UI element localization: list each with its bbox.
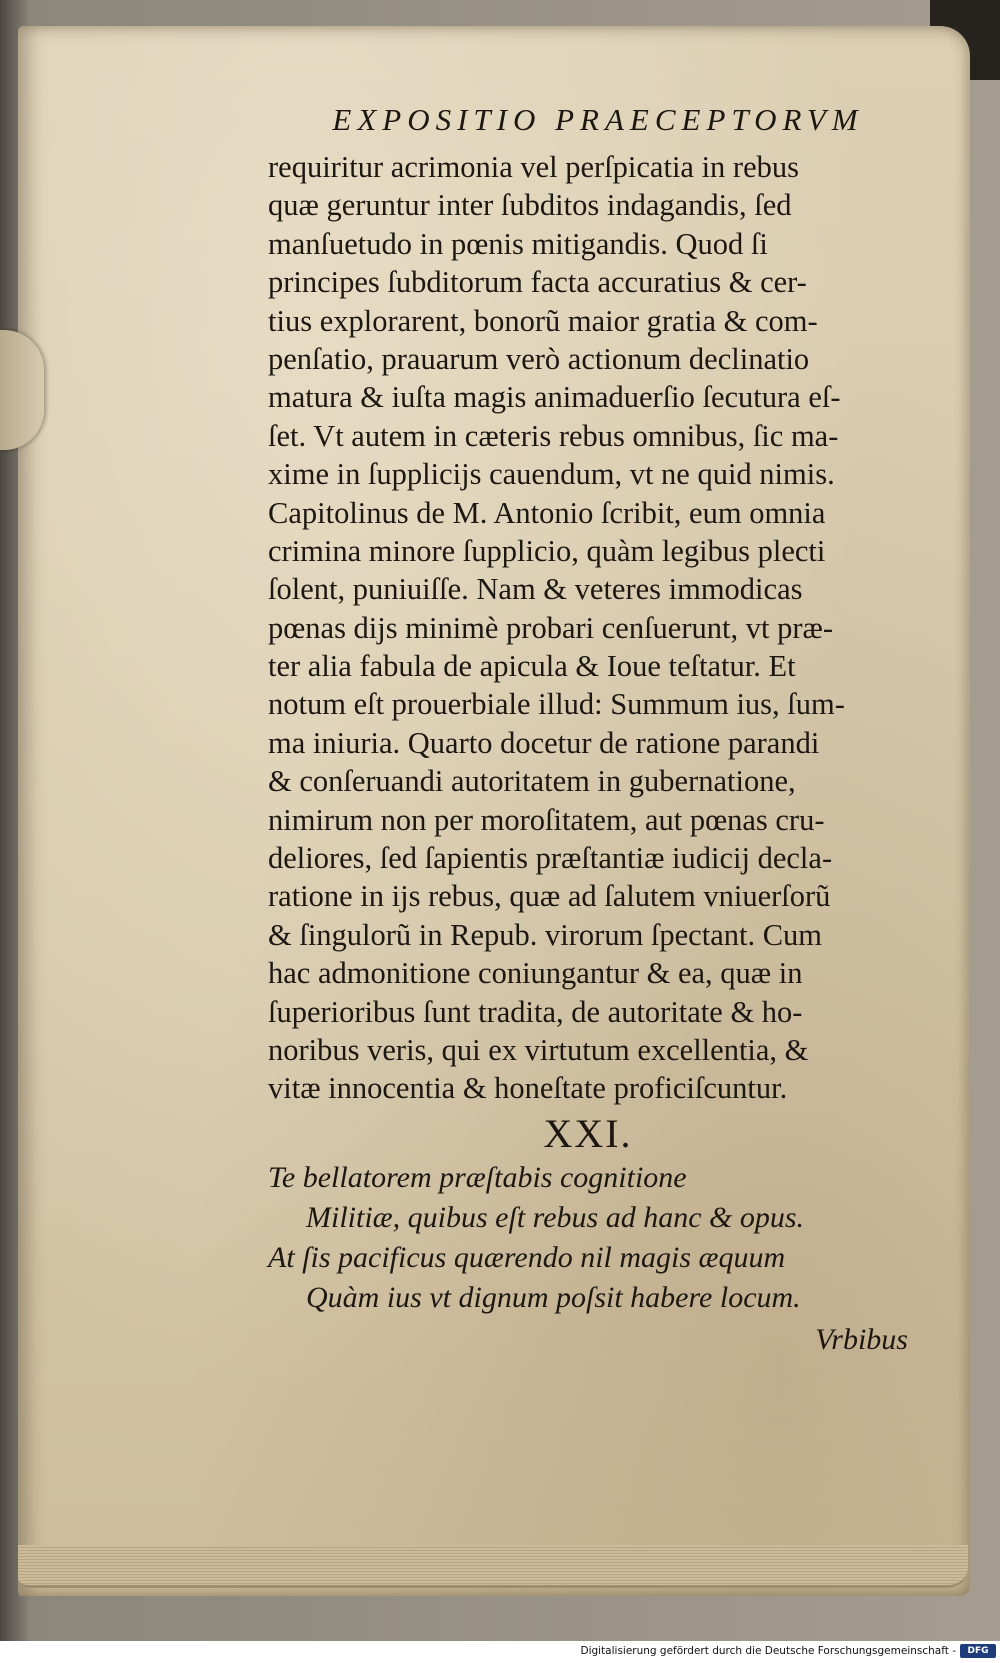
text-line: notum eſt prouerbiale illud: Summum ius, ſum- [268,687,845,722]
verse-line: Te bellatorem præſtabis cognitione [268,1160,687,1194]
catchword: Vrbibus [815,1322,908,1356]
funding-credit: Digitalisierung gefördert durch die Deutsche Forschungsgemeinschaft - [580,1645,956,1657]
text-line: nimirum non per moroſitatem, aut pœnas cru- [268,802,825,837]
running-title: EXPOSITIO PRAECEPTORVM [332,102,864,137]
text-line: vitæ innocentia & honeſtate proficiſcuntur. [268,1071,788,1106]
verse-line: Quàm ius vt dignum poſsit habere locum. [306,1280,801,1314]
text-line: requiritur acrimonia vel perſpicatia in rebus [268,150,799,184]
text-line: noribus veris, qui ex virtutum excellentia, & [268,1032,809,1067]
text-line: ſuperioribus ſunt tradita, de autoritate & ho- [268,994,803,1029]
section-number: XXI. [543,1110,633,1156]
page-edges [18,1545,968,1588]
text-line: & ſingulorũ in Repub. virorum ſpectant. Cum [268,917,823,952]
text-line: crimina minore ſupplicio, quàm legibus plecti [268,533,826,568]
text-line: xime in ſupplicijs cauendum, vt ne quid nimis. [268,457,835,492]
dfg-logo: DFG [960,1644,996,1658]
text-line: & conſeruandi autoritatem in gubernatione, [268,764,796,799]
text-line: ma iniuria. Quarto docetur de ratione parandi [268,725,820,760]
text-line: ſolent, puniuiſſe. Nam & veteres immodicas [268,572,803,607]
verse-line: Militiæ, quibus eſt rebus ad hanc & opus. [306,1200,805,1234]
text-line: quæ geruntur inter ſubditos indagandis, ſed [268,188,792,223]
text-line: Capitolinus de M. Antonio ſcribit, eum omnia [268,495,826,530]
verse-block [268,1158,908,1318]
text-line: pœnas dijs minimè probari cenſuerunt, vt præ- [268,610,833,645]
text-line: deliores, ſed ſapientis præſtantiæ iudicij decla- [268,841,833,876]
text-line: ſet. Vt autem in cæteris rebus omnibus, ſic ma- [268,418,839,453]
text-line: penſatio, prauarum verò actionum declinatio [268,341,810,376]
body-text [268,148,908,1108]
verse-line: At ſis pacificus quærendo nil magis æquum [268,1240,786,1274]
text-line: manſuetudo in pœnis mitigandis. Quod ſi [268,226,768,261]
text-line: ratione in ijs rebus, quæ ad ſalutem vniuerſorũ [268,879,831,914]
book-clasp [0,330,44,450]
page-text [268,92,908,1362]
text-line: matura & iuſta magis animaduerſio ſecutura eſ- [268,380,841,415]
text-line: principes ſubditorum facta accuratius & cer- [268,265,807,300]
text-line: tius explorarent, bonorũ maior gratia & com- [268,303,818,338]
text-line: ter alia fabula de apicula & Ioue teſtatur. Et [268,649,796,684]
text-line: hac admonitione coniungantur & ea, quæ in [268,956,803,991]
